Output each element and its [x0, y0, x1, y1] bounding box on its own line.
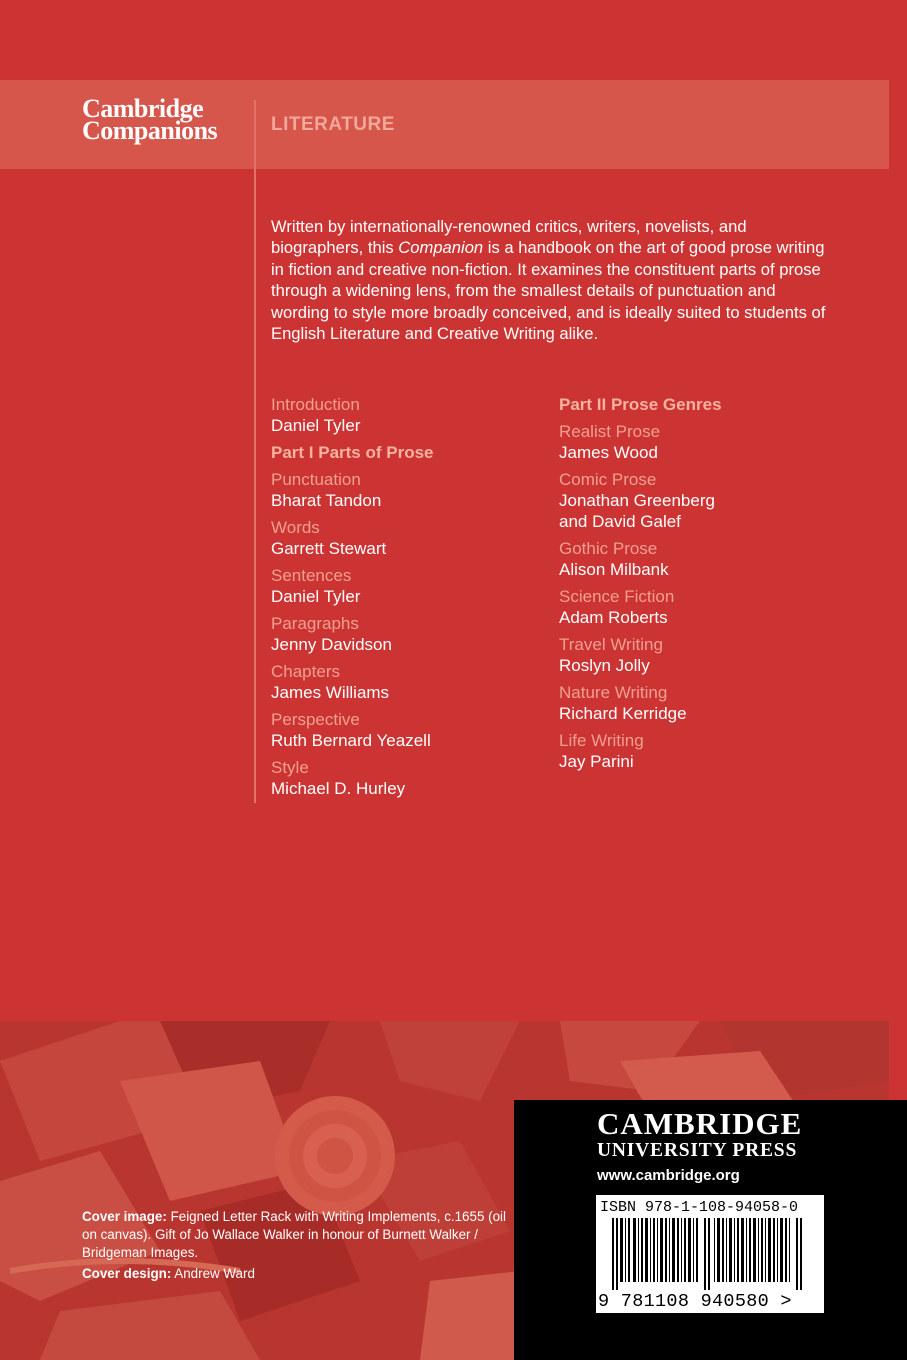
- contents-left-column: [271, 394, 551, 805]
- cambridge-companions-logo: [82, 94, 218, 145]
- chapter-entry: [271, 661, 551, 703]
- part-heading: Part II Prose Genres: [559, 395, 722, 414]
- publisher-subname: UNIVERSITY PRESS: [597, 1140, 798, 1161]
- chapter-title: Nature Writing: [559, 683, 668, 702]
- chapter-title: Comic Prose: [559, 470, 657, 489]
- chapter-coauthor: and David Galef: [559, 512, 681, 531]
- logo-line-1: Cambridge: [82, 94, 204, 123]
- chapter-author: Ruth Bernard Yeazell: [271, 731, 431, 750]
- chapter-title: Sentences: [271, 566, 352, 585]
- chapter-title: Style: [271, 758, 309, 777]
- credit-label: Cover image:: [82, 1209, 167, 1224]
- chapter-entry: [559, 682, 839, 724]
- publisher-url: www.cambridge.org: [597, 1167, 740, 1184]
- chapter-entry: [271, 613, 551, 655]
- contents-right-column: [559, 394, 839, 778]
- part-heading: Part I Parts of Prose: [271, 443, 434, 462]
- chapter-author: Roslyn Jolly: [559, 656, 650, 675]
- chapter-entry: [559, 586, 839, 628]
- chapter-author: Michael D. Hurley: [271, 779, 406, 798]
- blurb-text-1: Written by internationally-renowned critics, writers, novelists, and biographers, this: [271, 217, 747, 258]
- chapter-entry: [559, 421, 839, 463]
- chapter-author: Jay Parini: [559, 752, 634, 771]
- chapter-title: Words: [271, 518, 320, 537]
- chapter-author: Richard Kerridge: [559, 704, 687, 723]
- chapter-entry: [559, 730, 839, 772]
- design-label: Cover design:: [82, 1266, 172, 1281]
- chapter-entry: [559, 538, 839, 580]
- logo-line-2: Companions: [82, 116, 218, 145]
- chapter-title: Life Writing: [559, 731, 644, 750]
- chapter-entry: [271, 565, 551, 607]
- chapter-author: Garrett Stewart: [271, 539, 387, 558]
- credit-text: Feigned Letter Rack with Writing Implements, c.1655 (oil on canvas). Gift of Jo Wallace Walker in honour of Burnett Walker / Bridgeman Images.: [82, 1209, 506, 1260]
- barcode-icon: [608, 1218, 818, 1290]
- chapter-title: Paragraphs: [271, 614, 359, 633]
- chapter-title: Travel Writing: [559, 635, 663, 654]
- book-blurb: [271, 216, 831, 344]
- isbn-label: ISBN 978-1-108-94058-0: [600, 1199, 799, 1216]
- blurb-emphasis: Companion: [398, 238, 484, 258]
- barcode-number: 9 781108 940580 >: [598, 1291, 792, 1312]
- chapter-author: Jenny Davidson: [271, 635, 392, 654]
- chapter-title: Chapters: [271, 662, 340, 681]
- chapter-author: James Williams: [271, 683, 390, 702]
- chapter-entry: [271, 517, 551, 559]
- chapter-title: Science Fiction: [559, 587, 675, 606]
- chapter-author: Adam Roberts: [559, 608, 668, 627]
- chapter-author: Alison Milbank: [559, 560, 669, 579]
- chapter-author: James Wood: [559, 443, 658, 462]
- chapter-title: Realist Prose: [559, 422, 661, 441]
- series-label: LITERATURE: [271, 114, 395, 135]
- design-text: Andrew Ward: [171, 1266, 255, 1281]
- blurb-text-2: is a handbook on the art of good prose writing in fiction and creative non-fiction. It examines the constituent parts of prose through a widening lens, from the smallest details of punctuation and wording to style more broadly conceived, and is ideally suited to students of English Literature and Creative Writing alike.: [271, 238, 826, 344]
- chapter-author: Daniel Tyler: [271, 416, 361, 435]
- chapter-title: Introduction: [271, 395, 360, 414]
- chapter-entry: [271, 709, 551, 751]
- chapter-entry: [271, 469, 551, 511]
- chapter-title: Punctuation: [271, 470, 361, 489]
- chapter-title: Perspective: [271, 710, 360, 729]
- chapter-entry: [271, 757, 551, 799]
- publisher-name: CAMBRIDGE: [597, 1106, 803, 1141]
- cover-image-credit: [82, 1208, 512, 1262]
- chapter-entry: [271, 394, 551, 436]
- chapter-entry: [559, 469, 839, 532]
- chapter-author: Daniel Tyler: [271, 587, 361, 606]
- chapter-author: Jonathan Greenberg: [559, 491, 715, 510]
- chapter-entry: [559, 634, 839, 676]
- cover-design-credit: [82, 1266, 255, 1281]
- vertical-divider: [254, 100, 256, 803]
- chapter-author: Bharat Tandon: [271, 491, 382, 510]
- chapter-title: Gothic Prose: [559, 539, 658, 558]
